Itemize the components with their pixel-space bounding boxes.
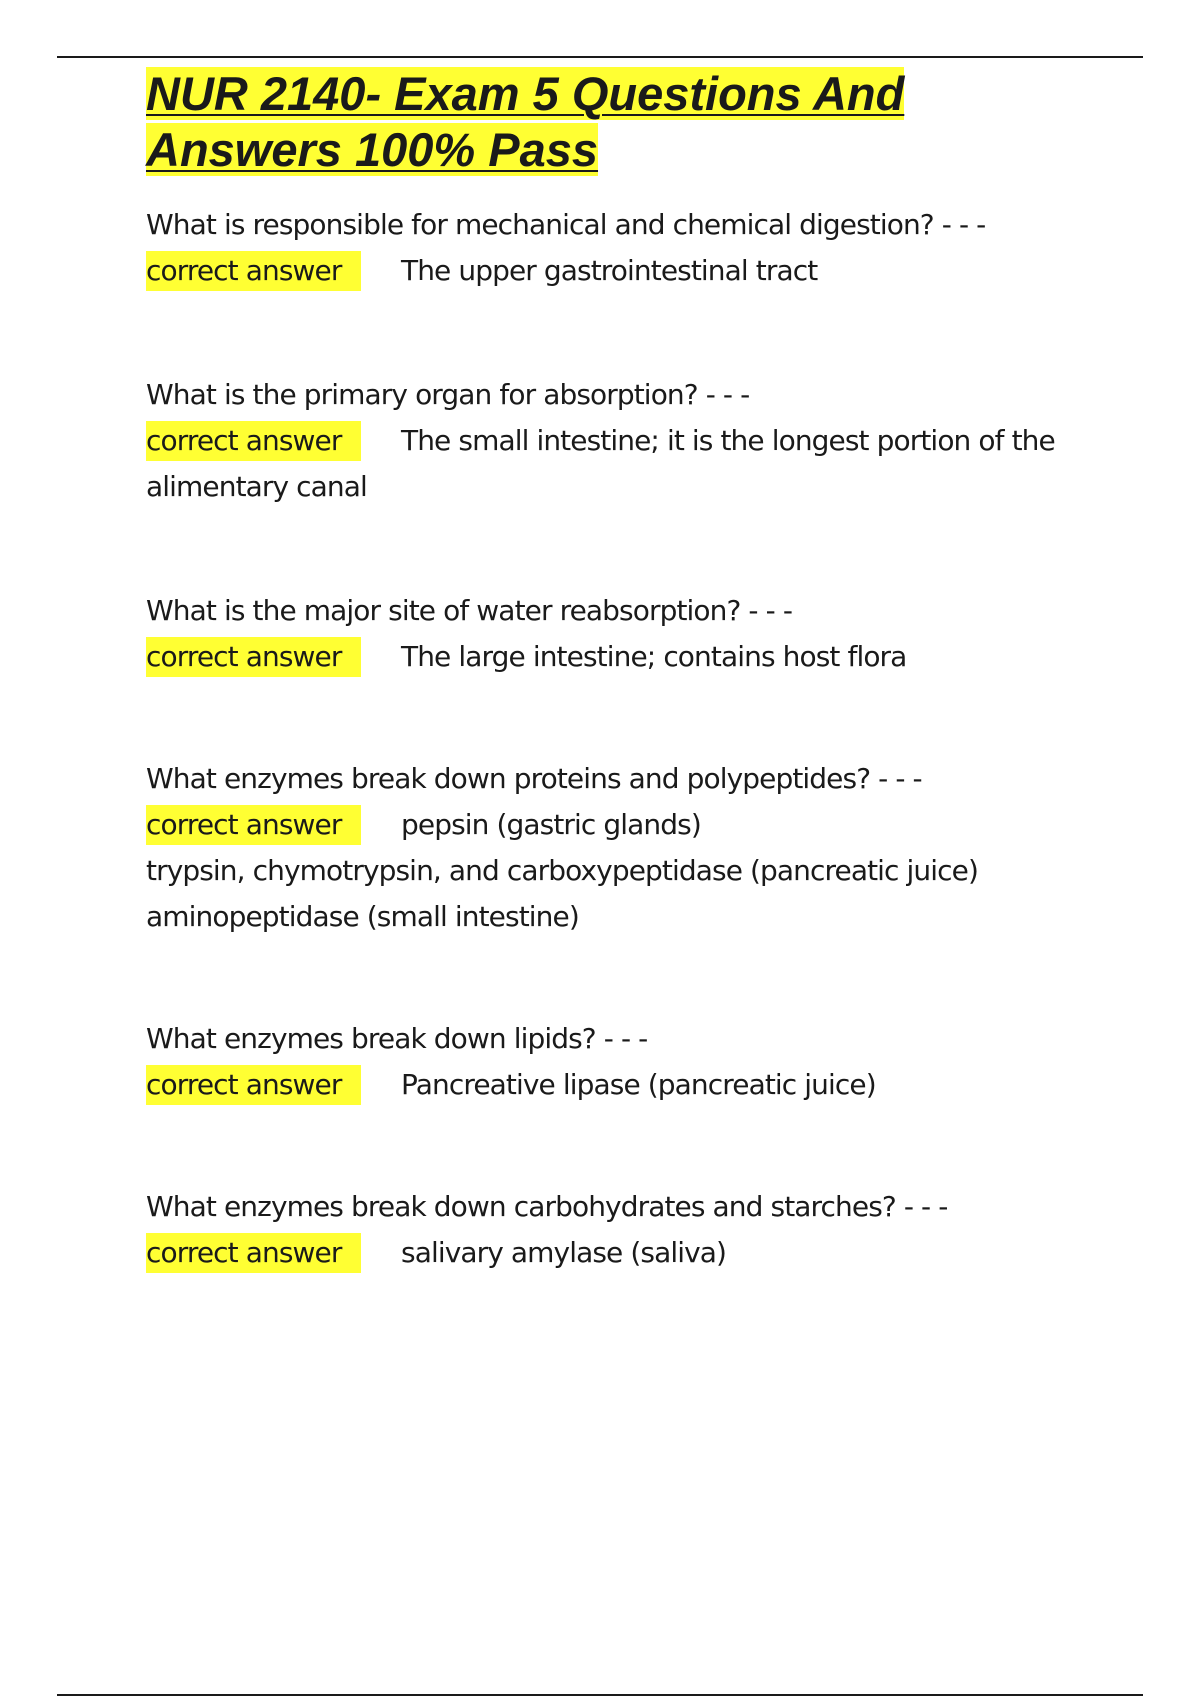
question-text: What enzymes break down carbohydrates and starches? - - - bbox=[146, 1190, 948, 1223]
answer-label: correct answer bbox=[146, 637, 361, 677]
question-text: What is the primary organ for absorption? - - - bbox=[146, 378, 750, 411]
document-body bbox=[146, 66, 1066, 1276]
answer-text: The small intestine; it is the longest portion of the alimentary canal bbox=[146, 424, 1055, 503]
answer-text: pepsin (gastric glands) bbox=[401, 808, 701, 841]
document-title bbox=[146, 66, 1066, 178]
qa-item-4 bbox=[146, 756, 1066, 940]
qa-item-2 bbox=[146, 372, 1066, 510]
answer-extra-line: aminopeptidase (small intestine) bbox=[146, 900, 579, 933]
answer-label: correct answer bbox=[146, 1233, 361, 1273]
question-text: What is responsible for mechanical and chemical digestion? - - - bbox=[146, 208, 986, 241]
qa-item-3 bbox=[146, 588, 1066, 680]
answer-text: The upper gastrointestinal tract bbox=[401, 254, 818, 287]
header-rule bbox=[57, 56, 1143, 58]
question-text: What is the major site of water reabsorption? - - - bbox=[146, 594, 793, 627]
qa-item-6 bbox=[146, 1184, 1066, 1276]
answer-extra-line: trypsin, chymotrypsin, and carboxypeptidase (pancreatic juice) bbox=[146, 854, 978, 887]
answer-label: correct answer bbox=[146, 1065, 361, 1105]
qa-item-5 bbox=[146, 1016, 1066, 1108]
answer-label: correct answer bbox=[146, 421, 361, 461]
answer-text: Pancreative lipase (pancreatic juice) bbox=[401, 1068, 876, 1101]
answer-text: salivary amylase (saliva) bbox=[401, 1236, 727, 1269]
question-text: What enzymes break down proteins and polypeptides? - - - bbox=[146, 762, 922, 795]
qa-item-1 bbox=[146, 202, 1066, 294]
title-line-2: Answers 100% Pass bbox=[146, 123, 599, 176]
answer-label: correct answer bbox=[146, 805, 361, 845]
question-text: What enzymes break down lipids? - - - bbox=[146, 1022, 648, 1055]
answer-text: The large intestine; contains host flora bbox=[401, 640, 907, 673]
answer-label: correct answer bbox=[146, 251, 361, 291]
footer-rule bbox=[57, 1694, 1143, 1696]
title-line-1: NUR 2140- Exam 5 Questions And bbox=[146, 67, 905, 120]
